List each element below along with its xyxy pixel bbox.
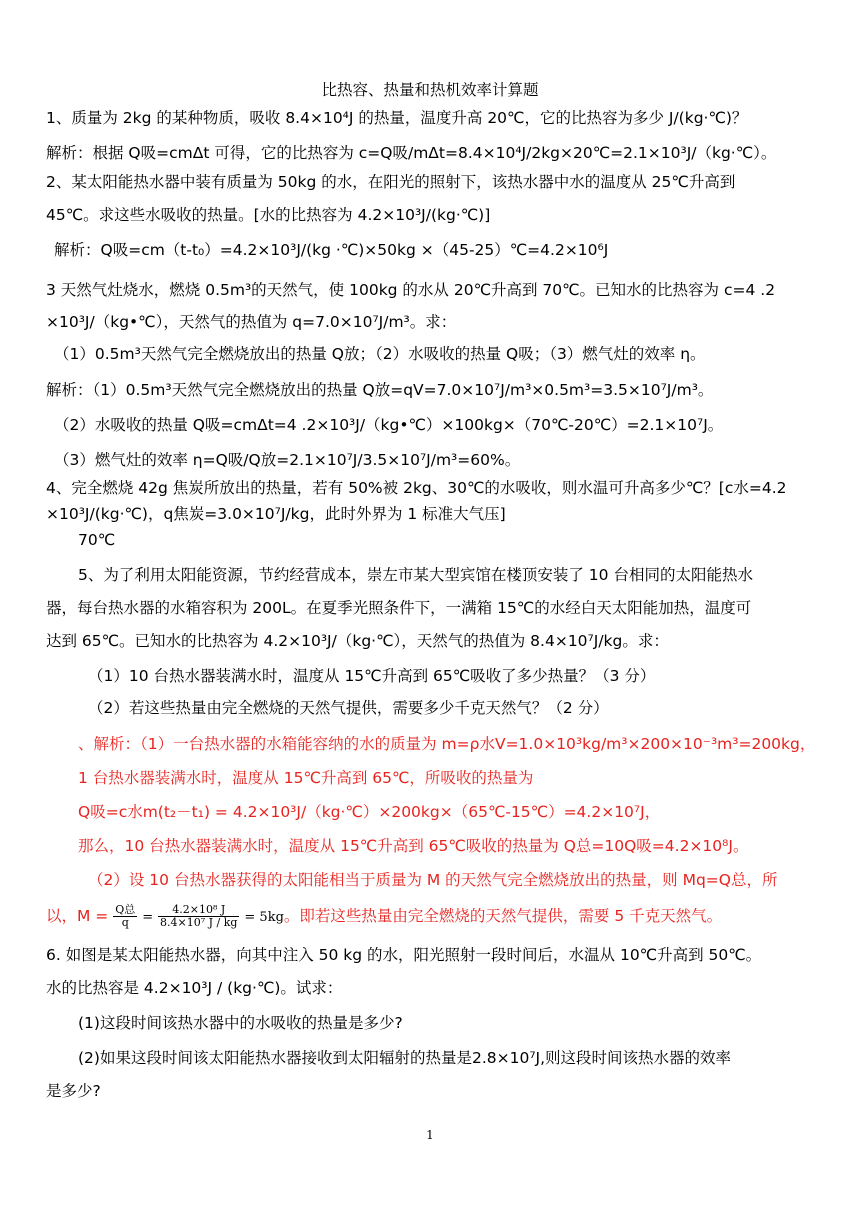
q3-solution-3: （3）燃气灶的效率 η=Q吸/Q放=2.1×10⁷J/3.5×10⁷J/m³=60%。 [54, 451, 521, 469]
q5-solution-1: 、解析：（1）一台热水器的水箱能容纳的水的质量为 m=ρ水V=1.0×10³kg/m³×200×10⁻³m³=200kg， [78, 735, 816, 753]
q2-question-line2: 45℃。求这些水吸收的热量。[水的比热容为 4.2×10³J/(kg·℃)] [46, 206, 491, 224]
q3-question-line1: 3 天然气灶烧水，燃烧 0.5m³的天然气，使 100kg 的水从 20℃升高到 70℃。已知水的比热容为 c=4 .2 [46, 281, 776, 299]
fraction-denominator: q [121, 916, 129, 929]
q3-question-parts: （1）0.5m³天然气完全燃烧放出的热量 Q放；（2）水吸收的热量 Q吸；（3）燃气灶的效率 η。 [54, 345, 706, 363]
q2-question-line1: 2、某太阳能热水器中装有质量为 50kg 的水，在阳光的照射下，该热水器中水的温度从 25℃升高到 [46, 173, 736, 191]
document-title: 比热容、热量和热机效率计算题 [321, 81, 539, 99]
fraction-numeric-denominator: 8.4×10⁷ J / kg [160, 916, 238, 929]
q5-solution-4: 那么，10 台热水器装满水时，温度从 15℃升高到 65℃吸收的热量为 Q总=10Q吸=4.2×10⁸J。 [78, 837, 749, 855]
q5-question-line2: 器，每台热水器的水箱容积为 200L。在夏季光照条件下，一满箱 15℃的水经白天太阳能加热，温度可 [46, 599, 752, 617]
fraction-numeric-numerator: 4.2×10⁸ J [158, 904, 239, 917]
q2-solution: 解析：Q吸=cm（t-t₀）=4.2×10³J/(kg ·℃)×50kg ×（45-25）℃=4.2×10⁶J [54, 241, 609, 259]
q5-question-line1: 5、为了利用太阳能资源，节约经营成本，崇左市某大型宾馆在楼顶安装了 10 台相同的太阳能热水 [78, 566, 753, 584]
q3-question-line2: ×10³J/（kg•℃），天然气的热值为 q=7.0×10⁷J/m³。求： [46, 313, 457, 331]
q3-solution-2: （2）水吸收的热量 Q吸=cmΔt=4 .2×10³J/（kg•℃）×100kg×（70℃-20℃）=2.1×10⁷J。 [54, 416, 724, 434]
q3-solution-1: 解析：（1）0.5m³天然气完全燃烧放出的热量 Q放=qV=7.0×10⁷J/m³×0.5m³=3.5×10⁷J/m³。 [46, 381, 714, 399]
q5-solution-2: 1 台热水器装满水时，温度从 15℃升高到 65℃，所吸收的热量为 [78, 769, 534, 787]
q5-solution-3: Q吸=c水m(t₂－t₁) = 4.2×10³J/（kg·℃）×200kg×（65℃-15℃）=4.2×10⁷J， [78, 803, 661, 821]
q6-part-2: (2)如果这段时间该太阳能热水器接收到太阳辐射的热量是2.8×10⁷J,则这段时间该热水器的效率 [78, 1049, 732, 1067]
fraction-numerator: Q总 [115, 903, 136, 916]
q1-question: 1、质量为 2kg 的某种物质，吸收 8.4×10⁴J 的热量，温度升高 20℃，它的比热容为多少 J/(kg·℃)？ [46, 109, 748, 127]
q5-part-2: （2）若这些热量由完全燃烧的天然气提供，需要多少千克天然气？（2 分） [88, 699, 609, 717]
fraction-numeric [158, 904, 239, 929]
q6-part-2-continued: 是多少? [46, 1082, 101, 1100]
q6-part-1: (1)这段时间该热水器中的水吸收的热量是多少? [78, 1014, 403, 1032]
formula-equals: = [142, 910, 154, 925]
q4-question-line2: ×10³J/(kg·℃)，q焦炭=3.0×10⁷J/kg，此时外界为 1 标准大气压] [46, 505, 506, 523]
q5-part-1: （1）10 台热水器装满水时，温度从 15℃升高到 65℃吸收了多少热量？（3 分） [88, 667, 656, 685]
q4-answer: 70℃ [78, 531, 116, 549]
formula-suffix: 。即若这些热量由完全燃烧的天然气提供，需要 5 千克天然气。 [283, 907, 723, 925]
q1-solution: 解析：根据 Q吸=cmΔt 可得，它的比热容为 c=Q吸/mΔt=8.4×10⁴J/2kg×20℃=2.1×10³J/（kg·℃）。 [46, 144, 777, 162]
formula-result: = 5kg [244, 910, 284, 925]
formula-prefix: 以，M = [46, 907, 114, 925]
fraction-symbolic [113, 904, 137, 929]
q6-question-line1: 6. 如图是某太阳能热水器，向其中注入 50 kg 的水，阳光照射一段时间后，水温从 10℃升高到 50℃。 [46, 946, 762, 964]
q4-question-line1: 4、完全燃烧 42g 焦炭所放出的热量，若有 50%被 2kg、30℃的水吸收，则水温可升高多少℃？[c水=4.2 [46, 479, 787, 497]
page-number: 1 [426, 1128, 434, 1142]
q5-solution-formula-line [46, 900, 836, 932]
q6-question-line2: 水的比热容是 4.2×10³J / (kg·℃)。试求： [46, 979, 343, 997]
q5-question-line3: 达到 65℃。已知水的比热容为 4.2×10³J/（kg·℃），天然气的热值为 8.4×10⁷J/kg。求： [46, 632, 669, 650]
q5-solution-5: （2）设 10 台热水器获得的太阳能相当于质量为 M 的天然气完全燃烧放出的热量，则 Mq=Q总，所 [88, 871, 778, 889]
